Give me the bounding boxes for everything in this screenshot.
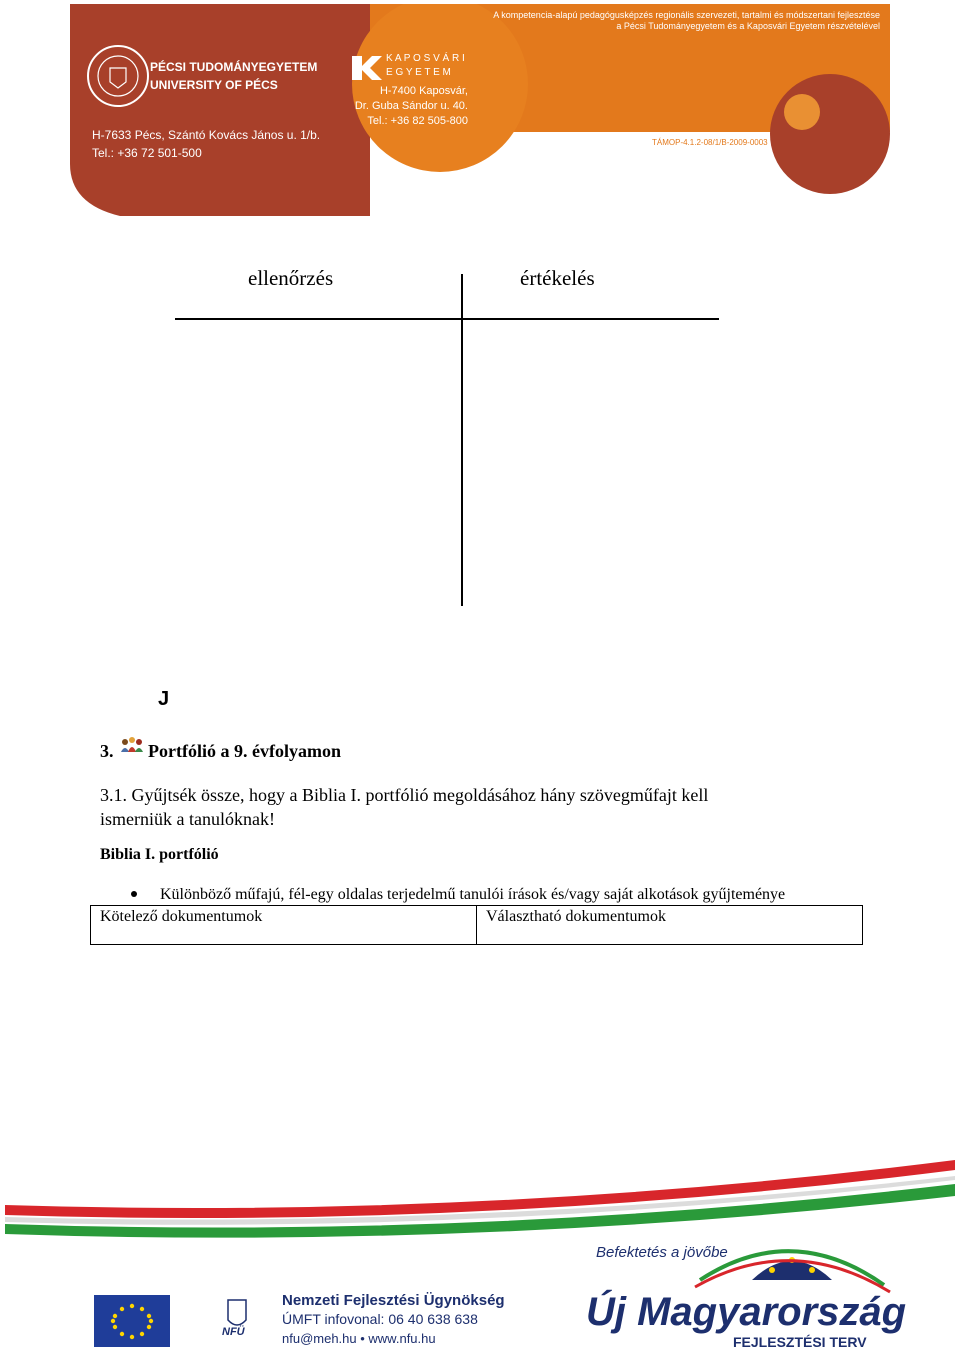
documents-table (90, 905, 863, 945)
tchart-horizontal-line (175, 318, 719, 320)
pte-name-hu: PÉCSI TUDOMÁNYEGYETEM (150, 60, 318, 74)
header-red-circle (770, 74, 890, 194)
bullet-dot-icon (131, 891, 137, 897)
table-row (91, 906, 863, 945)
ke-address-1: H-7400 Kaposvár, (379, 85, 468, 97)
coat-of-arms-icon (228, 1300, 246, 1325)
agency-name: Nemzeti Fejlesztési Ügynökség (282, 1292, 505, 1309)
tchart-right-label: értékelés (520, 266, 595, 290)
agency-contacts: nfu@meh.hu • www.nfu.hu (282, 1331, 436, 1346)
optional-documents-header: Választható dokumentumok (477, 906, 863, 945)
infoline-text: ÚMFT infovonal: 06 40 638 638 (282, 1311, 478, 1327)
task-text (100, 783, 860, 831)
ke-phone: Tel.: +36 82 505-800 (367, 115, 468, 127)
header-red-block (70, 4, 370, 216)
ke-name-2: E G Y E T E M (386, 67, 451, 78)
header-tagline-2: a Pécsi Tudományegyetem és a Kaposvári Egyetem részvételével (616, 21, 880, 31)
mandatory-documents-header: Kötelező dokumentumok (91, 906, 477, 945)
footer-slogan: Befektetés a jövőbe (596, 1244, 728, 1261)
ke-name-1: K A P O S V Á R I (386, 53, 465, 64)
nfu-label: NFÜ (222, 1326, 245, 1338)
section-number: 3. (100, 741, 114, 761)
group-people-icon (120, 736, 144, 759)
pte-address: H-7633 Pécs, Szántó Kovács János u. 1/b. (92, 128, 321, 142)
portfolio-title: Biblia I. portfólió (100, 846, 219, 863)
task-line-1: 3.1. Gyűjtsék össze, hogy a Biblia I. portfólió megoldásához hány szövegműfajt kell (100, 785, 709, 805)
task-line-2: ismerniük a tanulóknak! (100, 809, 275, 829)
ke-address-2: Dr. Guba Sándor u. 40. (354, 100, 468, 112)
header-small-circle (784, 94, 820, 130)
pte-name-en: UNIVERSITY OF PÉCS (150, 78, 278, 92)
tchart-left-label: ellenőrzés (248, 266, 334, 290)
pte-phone: Tel.: +36 72 501-500 (92, 146, 202, 160)
footer-plan: FEJLESZTÉSI TERV (733, 1334, 867, 1350)
header-graphic (70, 4, 890, 216)
stray-letter: J (158, 688, 170, 710)
section-title: Portfólió a 9. évfolyamon (148, 741, 341, 761)
footer-brand: Új Magyarország (586, 1290, 907, 1334)
portfolio-bullet-text: Különböző műfajú, fél-egy oldalas terjedelmű tanulói írások és/vagy saját alkotások gyűjteménye (160, 886, 786, 903)
project-code: TÁMOP-4.1.2-08/1/B-2009-0003 (652, 138, 768, 147)
tchart-vertical-line (461, 274, 463, 606)
header-tagline-1: A kompetencia-alapú pedagógusképzés regionális szervezeti, tartalmi és módszertani fejlesztése (493, 10, 880, 20)
header-banner (70, 4, 890, 216)
